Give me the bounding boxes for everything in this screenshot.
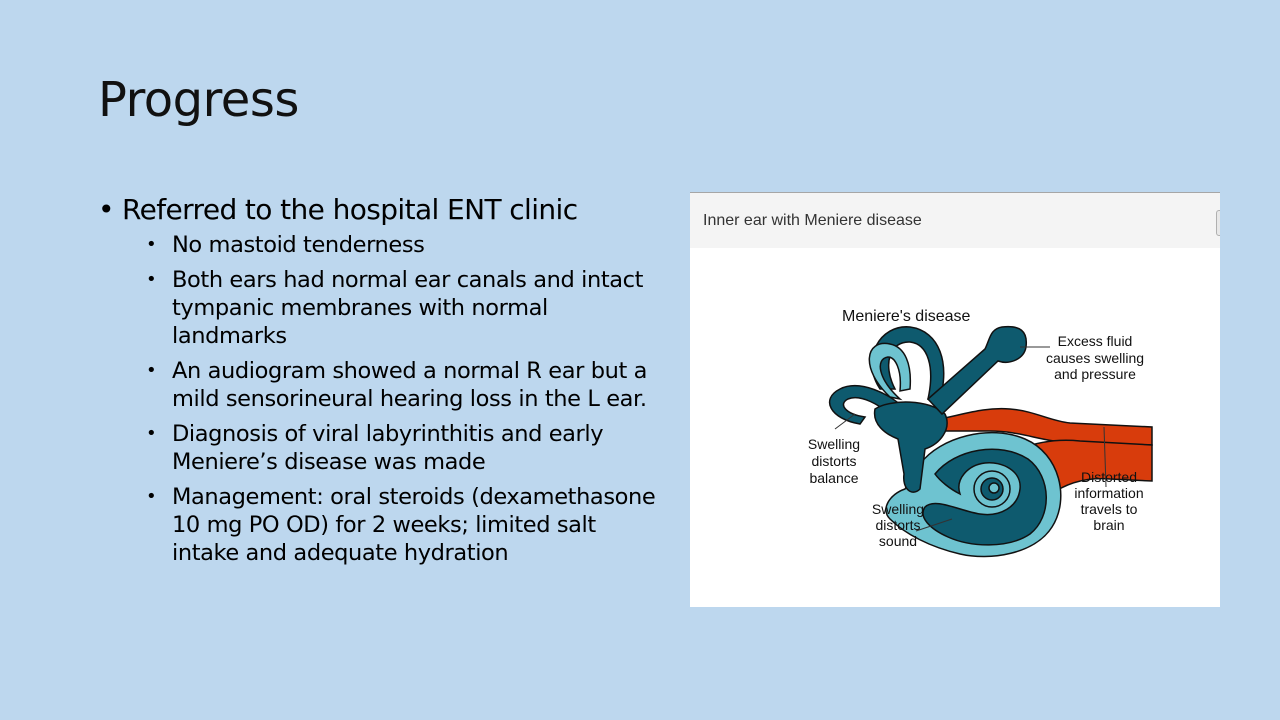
svg-text:information: information bbox=[1074, 485, 1144, 501]
figure-panel bbox=[690, 192, 1220, 607]
bullet-icon: • bbox=[146, 234, 157, 255]
figure-caption: Inner ear with Meniere disease bbox=[703, 211, 922, 229]
sub-bullet bbox=[98, 231, 658, 259]
svg-text:causes swelling: causes swelling bbox=[1045, 350, 1145, 366]
bullet-text: Referred to the hospital ENT clinic bbox=[122, 193, 578, 226]
diagram-title: Meniere's disease bbox=[842, 308, 971, 325]
figure-body bbox=[690, 249, 1220, 607]
sub-bullet-text: Diagnosis of viral labyrinthitis and early Meniere’s disease was made bbox=[172, 421, 604, 475]
bullet-icon: • bbox=[146, 423, 157, 444]
label-excess-fluid bbox=[1046, 333, 1144, 382]
sub-bullet-text: No mastoid tenderness bbox=[172, 232, 425, 258]
sub-bullet-text: Both ears had normal ear canals and intact tympanic membranes with normal landmarks bbox=[172, 267, 644, 349]
svg-text:Swelling: Swelling bbox=[807, 436, 861, 452]
bullet-icon: • bbox=[146, 486, 157, 507]
svg-text:sound: sound bbox=[878, 533, 918, 549]
bullet-list bbox=[98, 193, 658, 574]
bullet-icon: • bbox=[98, 193, 114, 226]
svg-text:balance: balance bbox=[809, 470, 859, 486]
svg-text:and pressure: and pressure bbox=[1054, 366, 1136, 382]
slide-title: Progress bbox=[98, 72, 299, 128]
label-balance bbox=[808, 436, 860, 486]
bullet-level1 bbox=[98, 193, 658, 227]
sub-bullet-list bbox=[98, 231, 658, 567]
scrollbar-handle[interactable] bbox=[1216, 210, 1220, 236]
svg-text:Excess fluid: Excess fluid bbox=[1057, 333, 1133, 349]
sub-bullet bbox=[98, 357, 658, 413]
svg-text:travels to: travels to bbox=[1080, 501, 1138, 517]
figure-caption-bar bbox=[690, 193, 1220, 248]
svg-text:distorts: distorts bbox=[875, 517, 921, 533]
sub-bullet bbox=[98, 483, 658, 567]
bullet-icon: • bbox=[146, 360, 157, 381]
sub-bullet bbox=[98, 420, 658, 476]
bullet-icon: • bbox=[146, 269, 157, 290]
svg-text:Distorted: Distorted bbox=[1080, 469, 1138, 485]
sub-bullet-text: An audiogram showed a normal R ear but a mild sensorineural hearing loss in the L ear. bbox=[172, 358, 648, 412]
sub-bullet-text: Management: oral steroids (dexamethasone 10 mg PO OD) for 2 weeks; limited salt intake and adequate hydration bbox=[172, 484, 656, 566]
svg-text:Swelling: Swelling bbox=[871, 501, 925, 517]
svg-text:brain: brain bbox=[1093, 517, 1125, 533]
label-brain bbox=[1074, 469, 1143, 533]
inner-ear-diagram bbox=[690, 249, 1220, 607]
sub-bullet bbox=[98, 266, 658, 350]
label-sound bbox=[872, 501, 924, 549]
svg-text:distorts: distorts bbox=[811, 453, 857, 469]
